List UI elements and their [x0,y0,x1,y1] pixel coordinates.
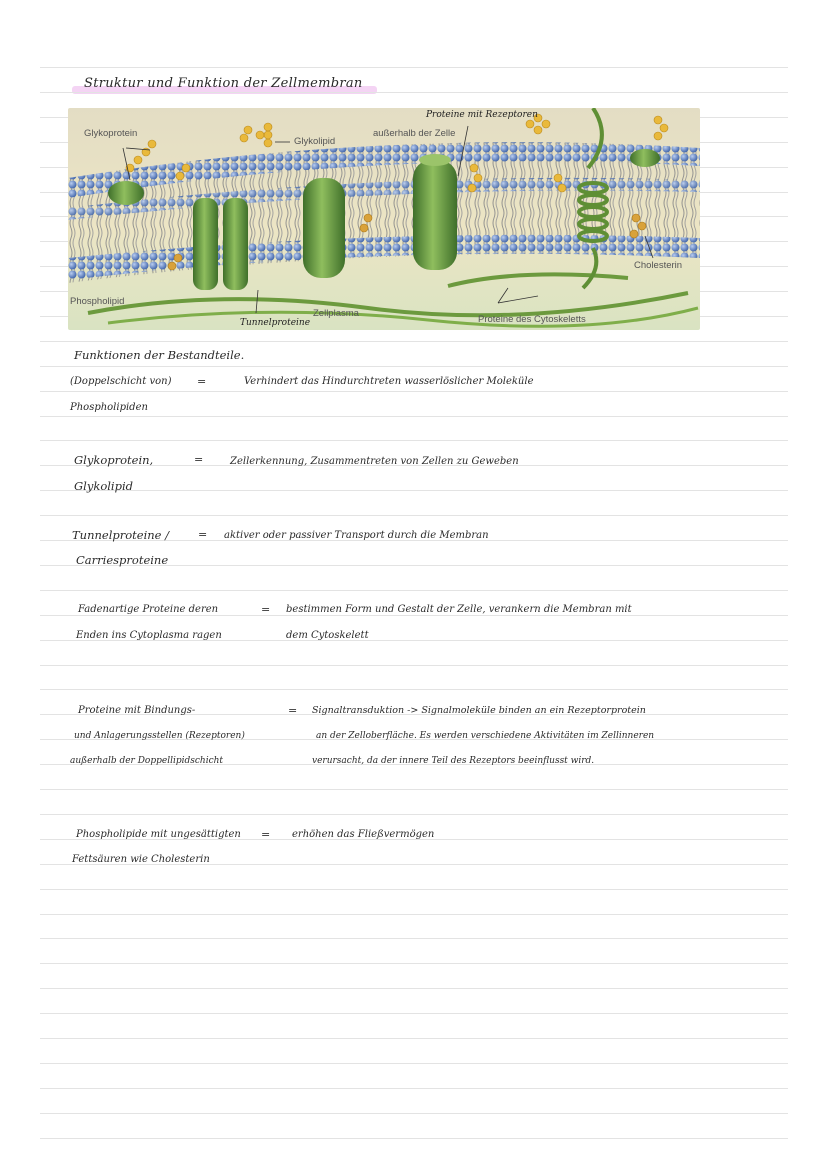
ruled-line [40,938,788,939]
term-line: Phospholipide mit ungesättigten [76,829,241,840]
desc-line: an der Zelloberfläche. Es werden verschiedene Aktivitäten im Zellinneren [316,731,655,741]
label-zellplasma: Zellplasma [313,308,359,319]
label-proteine-rezeptoren: Proteine mit Rezeptoren [426,110,538,120]
ruled-line [40,789,788,790]
term-line: (Doppelschicht von) [70,376,172,387]
ruled-line [40,366,788,367]
ruled-line [40,1113,788,1114]
ruled-line [40,67,788,68]
desc-line: Verhindert das Hindurchtreten wasserlöslicher Moleküle [244,376,534,387]
ruled-line [40,963,788,964]
desc-line: bestimmen Form und Gestalt der Zelle, verankern die Membran mit [286,604,632,615]
label-cytoskelett: Proteine des Cytoskeletts [478,314,586,325]
ruled-line [40,440,788,441]
desc-line: Signaltransduktion -> Signalmoleküle binden an ein Rezeptorprotein [312,705,646,716]
page-title [84,76,363,91]
term-line: außerhalb der Doppellipidschicht [70,756,224,766]
ruled-line [40,391,788,392]
ruled-line [40,490,788,491]
equals-sign: = [288,704,298,717]
term-line: Proteine mit Bindungs- [78,705,196,716]
term-line: Enden ins Cytoplasma ragen [76,630,222,641]
ruled-line [40,92,788,93]
label-tunnelproteine: Tunnelproteine [240,318,311,328]
label-phospholipid: Phospholipid [70,296,125,307]
ruled-line [40,1013,788,1014]
membrane-illustration [68,108,700,330]
term-line: Glykolipid [74,479,134,493]
term-line: Glykoprotein, [74,453,154,467]
term-line: Fettsäuren wie Cholesterin [72,854,210,865]
title-text: Struktur und Funktion der Zellmembran [84,76,363,91]
term-line: und Anlagerungsstellen (Rezeptoren) [74,731,245,741]
desc-line: dem Cytoskelett [286,630,369,641]
ruled-line [40,665,788,666]
equals-sign: = [198,528,208,541]
membrane-diagram [68,108,700,330]
ruled-line [40,988,788,989]
equals-sign: = [197,375,207,388]
desc-line: verursacht, da der innere Teil des Rezeptors beeinflusst wird. [312,756,595,766]
term-line: Fadenartige Proteine deren [78,604,219,615]
label-cholesterin: Cholesterin [634,260,683,271]
desc-line: aktiver oder passiver Transport durch die Membran [224,530,489,541]
ruled-line [40,1088,788,1089]
equals-sign: = [261,828,271,841]
term-line: Carriesproteine [76,553,169,567]
equals-sign: = [261,603,271,616]
term-line: Phospholipiden [70,402,148,413]
ruled-line [40,1038,788,1039]
ruled-line [40,814,788,815]
ruled-line [40,515,788,516]
term-line: Tunnelproteine / [72,528,170,542]
ruled-line [40,689,788,690]
ruled-line [40,914,788,915]
ruled-line [40,590,788,591]
label-glykoprotein: Glykoprotein [84,128,138,139]
desc-line: erhöhen das Fließvermögen [292,829,435,840]
ruled-line [40,1063,788,1064]
label-ausserhalb: außerhalb der Zelle [373,128,456,139]
ruled-line [40,1138,788,1139]
desc-line: Zellerkennung, Zusammentreten von Zellen zu Geweben [230,456,519,467]
ruled-line [40,341,788,342]
ruled-line [40,889,788,890]
equals-sign: = [194,453,204,466]
section-heading: Funktionen der Bestandteile. [74,348,245,362]
label-glykolipid: Glykolipid [294,136,336,147]
ruled-line [40,416,788,417]
